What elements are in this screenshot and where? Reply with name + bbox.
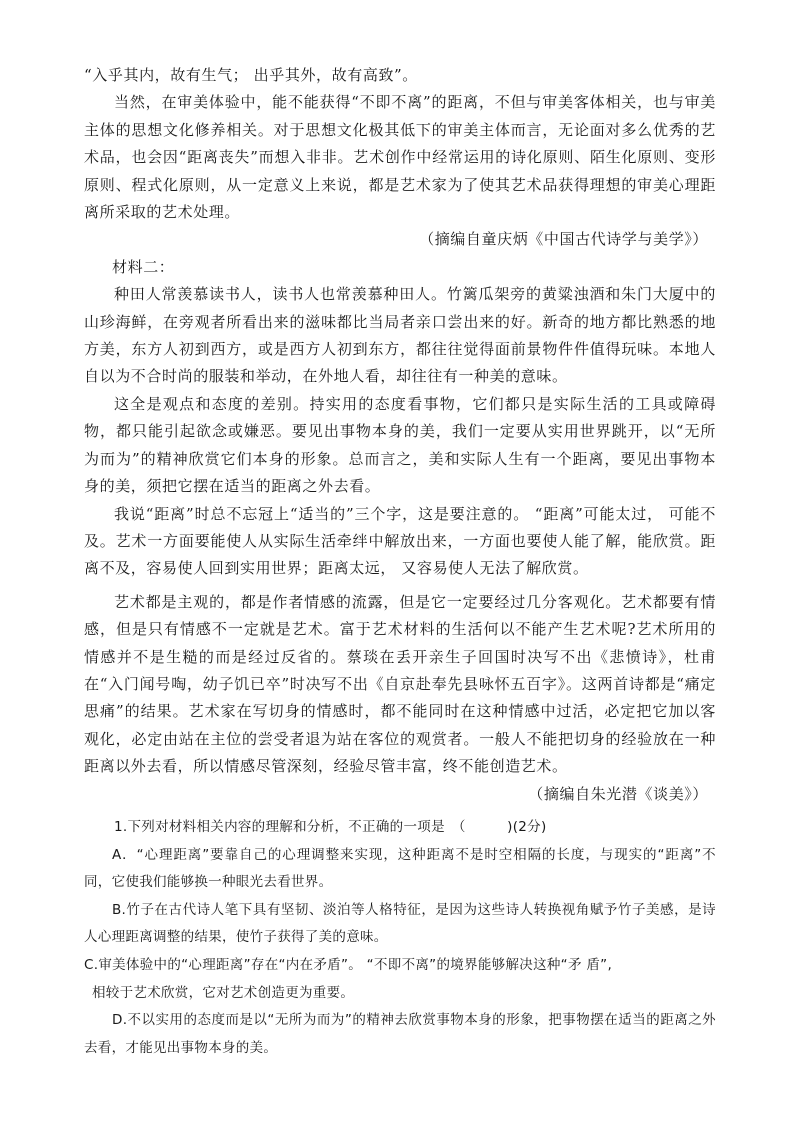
quote-line: “入乎其内，故有生气； 出乎其外，故有高致”。 bbox=[84, 66, 418, 84]
paragraph: 种田人常羡慕读书人，读书人也常羡慕种田人。竹篱瓜架旁的黄粱浊酒和朱门大厦中的山珍海鲜，在旁观者所看出来的滋味都比当局者亲口尝出来的好。新奇的地方都比熟悉的地方美，东方人初到西方，或是西方人初到东方，都往往觉得面前景物件件值得玩味。本地人自以为不合时尚的服装和举动，在外地人看，却往往有一种美的意味。 bbox=[84, 285, 716, 386]
option-c-continued: 相较于艺术欣赏，它对艺术创造更为重要。 bbox=[92, 984, 355, 1001]
section-label: 材料二： bbox=[112, 257, 175, 276]
paragraph: 我说“距离”时总不忘冠上“适当的”三个字，这是要注意的。 “距离”可能太过， 可能不及。艺术一方面要能使人从实际生活牵绊中解放出来，一方面也要使人能了解，能欣赏。距离不及，容易使人回到实用世界；距离太远， 又容易使人无法了解欣赏。 bbox=[84, 504, 716, 578]
document-page bbox=[84, 62, 716, 1062]
option-a: A．“心理距离”要靠自己的心理调整来实现，这种距离不是时空相隔的长度，与现实的“距离”不同，它使我们能够换一种眼光去看世界。 bbox=[84, 846, 716, 891]
paragraph: 艺术都是主观的，都是作者情感的流露，但是它一定要经过几分客观化。艺术都要有情感，但是只有情感不一定就是艺术。富于艺术材料的生活何以不能产生艺术呢?艺术所用的情感并不是生糙的而是经过反省的。蔡琰在丢开亲生子回国时决写不出《悲愤诗》，杜甫在“入门闻号啕，幼子饥已卒”时决写不出《自京赴奉先县咏怀五百字》。这两首诗都是“痛定思痛”的结果。艺术家在写切身的情感时，都不能同时在这种情感中过活，必定把它加以客观化，必定由站在主位的尝受者退为站在客位的观赏者。一般人不能把切身的经验放在一种距离以外去看，所以情感尽管深刻，经验尽管丰富，终不能创造艺术。 bbox=[84, 592, 716, 776]
source-citation: （摘编自童庆炳《中国古代诗学与美学》） bbox=[419, 230, 708, 249]
paragraph: 当然，在审美体验中，能不能获得“不即不离”的距离，不但与审美客体相关，也与审美主体的思想文化修养相关。对于思想文化极其低下的审美主体而言，无论面对多么优秀的艺术品，也会因“距离丧失”而想入非非。艺术创作中经常运用的诗化原则、陌生化原则、变形原则、程式化原则，从一定意义上来说，都是艺术家为了使其艺术品获得理想的审美心理距离所采取的艺术处理。 bbox=[84, 93, 716, 222]
option-b: B.竹子在古代诗人笔下具有坚韧、淡泊等人格特征，是因为这些诗人转换视角赋予竹子美感，是诗人心理距离调整的结果，使竹子获得了美的意味。 bbox=[84, 901, 716, 946]
source-citation: （摘编自朱光潜《谈美》） bbox=[528, 784, 708, 803]
option-d: D.不以实用的态度而是以“无所为而为”的精神去欣赏事物本身的形象，把事物摆在适当的距离之外去看，才能见出事物本身的美。 bbox=[84, 1012, 716, 1056]
option-c: C.审美体验中的“心理距离”存在“内在矛盾”。 “不即不离”的境界能够解决这种“矛 盾”, bbox=[84, 956, 613, 973]
question-stem: 1.下列对材料相关内容的理解和分析，不正确的一项是 （ )(2分) bbox=[114, 818, 547, 835]
paragraph: 这全是观点和态度的差别。持实用的态度看事物，它们都只是实际生活的工具或障碍物，都只能引起欲念或嫌恶。要见出事物本身的美，我们一定要从实用世界跳开，以“无所为而为”的精神欣赏它们本身的形象。总而言之，美和实际人生有一个距离，要见出事物本身的美，须把它摆在适当的距离之外去看。 bbox=[84, 394, 716, 496]
